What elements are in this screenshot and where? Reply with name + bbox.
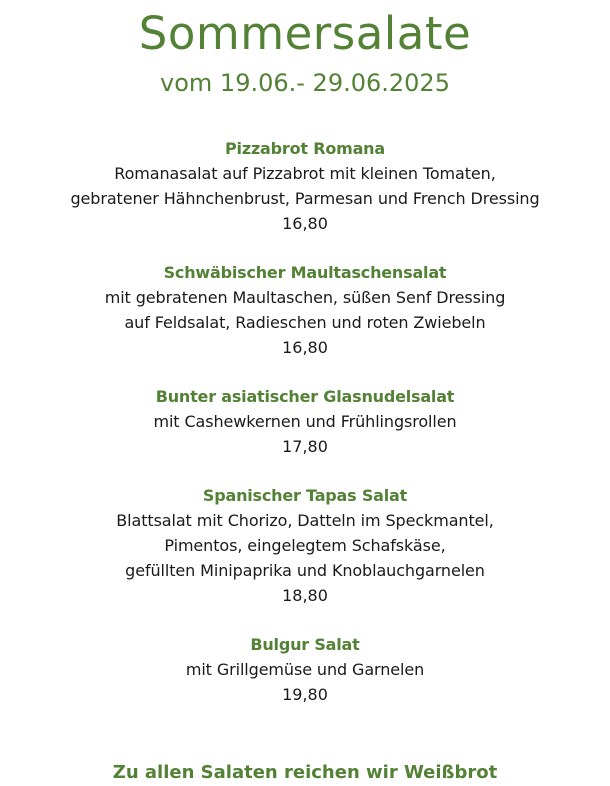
date-range-subtitle: vom 19.06.- 29.06.2025 xyxy=(160,69,450,97)
menu-item-price: 16,80 xyxy=(282,214,328,233)
menu-item-name: Bunter asiatischer Glasnudelsalat xyxy=(155,387,455,406)
menu-item-description-line: mit Grillgemüse und Garnelen xyxy=(185,660,425,679)
menu-item-description-line: gebratener Hähnchenbrust, Parmesan und French Dressing xyxy=(70,189,540,208)
menu-item-description-line: Blattsalat mit Chorizo, Datteln im Speckmantel, xyxy=(116,511,494,530)
menu-item-description-line: Romanasalat auf Pizzabrot mit kleinen Tomaten, xyxy=(114,164,496,183)
menu-item-pizzabrot-romana xyxy=(0,136,610,236)
salad-menu xyxy=(0,136,610,731)
menu-item-tapas-salat xyxy=(0,483,610,608)
menu-item-description-line: auf Feldsalat, Radieschen und roten Zwiebeln xyxy=(124,313,486,332)
menu-item-bulgur-salat xyxy=(0,632,610,707)
menu-item-name: Spanischer Tapas Salat xyxy=(202,486,408,505)
menu-item-name: Pizzabrot Romana xyxy=(225,139,385,158)
footer-note: Zu allen Salaten reichen wir Weißbrot xyxy=(112,762,498,783)
menu-item-price: 17,80 xyxy=(282,437,328,456)
menu-item-description-line: Pimentos, eingelegtem Schafskäse, xyxy=(164,536,446,555)
menu-item-price: 18,80 xyxy=(282,586,328,605)
menu-item-description-line: mit Cashewkernen und Frühlingsrollen xyxy=(153,412,457,431)
menu-item-description-line: gefüllten Minipaprika und Knoblauchgarnelen xyxy=(125,561,485,580)
menu-item-maultaschensalat xyxy=(0,260,610,360)
menu-item-price: 19,80 xyxy=(282,685,328,704)
menu-item-glasnudelsalat xyxy=(0,384,610,459)
menu-item-name: Schwäbischer Maultaschensalat xyxy=(163,263,447,282)
menu-item-name: Bulgur Salat xyxy=(250,635,360,654)
page-title: Sommersalate xyxy=(138,7,472,60)
menu-item-description-line: mit gebratenen Maultaschen, süßen Senf Dressing xyxy=(104,288,506,307)
menu-item-price: 16,80 xyxy=(282,338,328,357)
